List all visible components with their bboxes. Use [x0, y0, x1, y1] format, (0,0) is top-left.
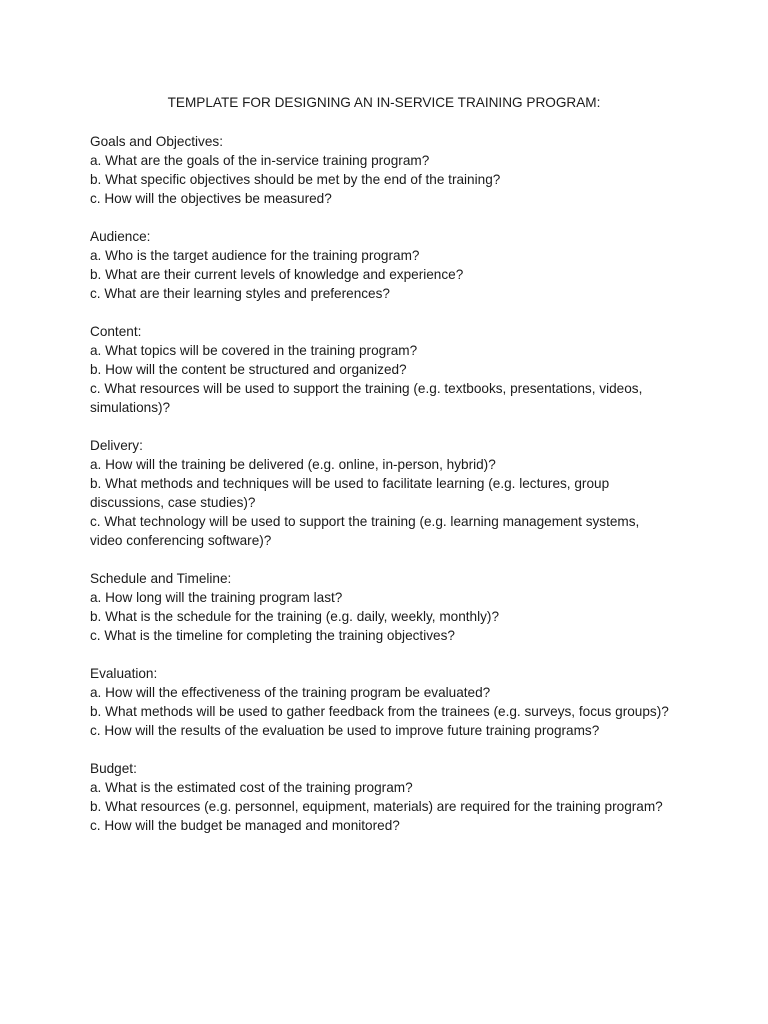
question-item: c. What is the timeline for completing the training objectives?	[90, 627, 455, 643]
section-evaluation	[90, 664, 675, 740]
question-item: a. How will the effectiveness of the training program be evaluated?	[90, 684, 491, 700]
section-content	[90, 322, 675, 417]
question-item: a. Who is the target audience for the training program?	[90, 247, 420, 263]
section-heading: Audience:	[90, 228, 151, 244]
question-item: b. What is the schedule for the training (e.g. daily, weekly, monthly)?	[90, 608, 500, 624]
question-item: c. What are their learning styles and preferences?	[90, 285, 390, 301]
section-heading: Delivery:	[90, 437, 143, 453]
question-item: b. What specific objectives should be met by the end of the training?	[90, 171, 501, 187]
question-item: b. What methods will be used to gather feedback from the trainees (e.g. surveys, focus groups)?	[90, 703, 669, 719]
document-title: TEMPLATE FOR DESIGNING AN IN-SERVICE TRAINING PROGRAM:	[167, 95, 601, 110]
question-item: c. What technology will be used to support the training (e.g. learning management systems, video conferencing software)?	[90, 513, 640, 548]
question-item: a. What is the estimated cost of the training program?	[90, 779, 413, 795]
section-heading: Budget:	[90, 760, 137, 776]
question-item: b. How will the content be structured and organized?	[90, 361, 407, 377]
question-item: a. What topics will be covered in the training program?	[90, 342, 418, 358]
question-item: c. How will the budget be managed and monitored?	[90, 817, 400, 833]
section-delivery	[90, 436, 675, 550]
question-item: b. What methods and techniques will be used to facilitate learning (e.g. lectures, group discussions, case studies)?	[90, 475, 610, 510]
section-schedule-and-timeline	[90, 569, 675, 645]
question-item: a. What are the goals of the in-service training program?	[90, 152, 430, 168]
question-item: a. How long will the training program last?	[90, 589, 343, 605]
question-item: a. How will the training be delivered (e.g. online, in-person, hybrid)?	[90, 456, 496, 472]
document-body	[90, 132, 675, 854]
section-goals-and-objectives	[90, 132, 675, 208]
section-heading: Content:	[90, 323, 142, 339]
question-item: b. What resources (e.g. personnel, equipment, materials) are required for the training program?	[90, 798, 663, 814]
section-audience	[90, 227, 675, 303]
section-heading: Goals and Objectives:	[90, 133, 223, 149]
question-item: c. How will the objectives be measured?	[90, 190, 332, 206]
section-budget	[90, 759, 675, 835]
question-item: c. What resources will be used to support the training (e.g. textbooks, presentations, videos, simulations)?	[90, 380, 643, 415]
section-heading: Evaluation:	[90, 665, 158, 681]
question-item: b. What are their current levels of knowledge and experience?	[90, 266, 464, 282]
section-heading: Schedule and Timeline:	[90, 570, 232, 586]
question-item: c. How will the results of the evaluation be used to improve future training programs?	[90, 722, 600, 738]
